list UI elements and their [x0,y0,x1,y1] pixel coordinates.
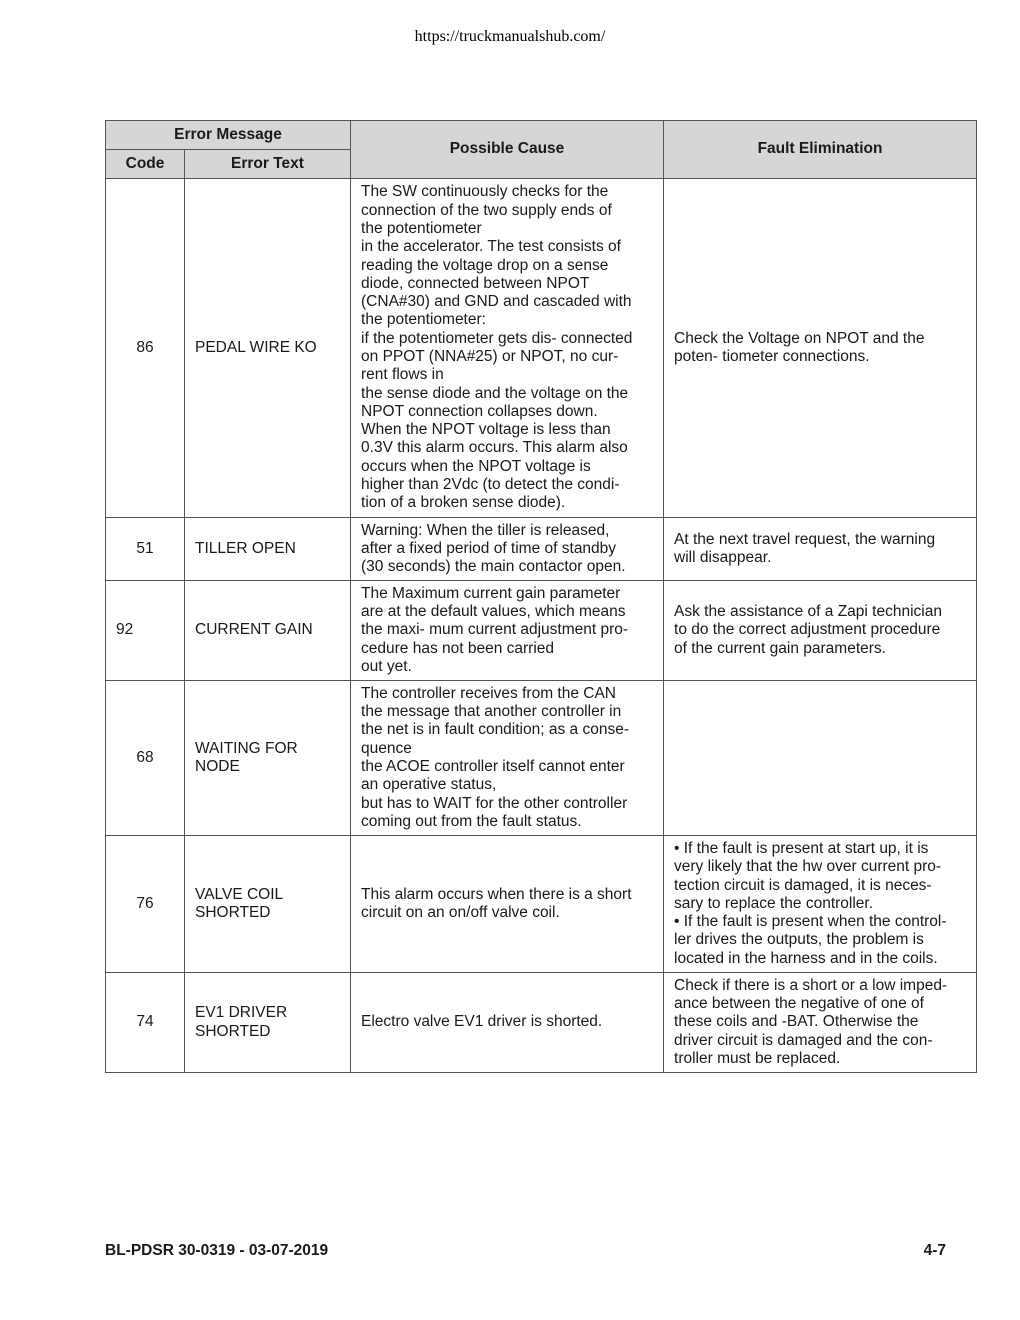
possible-cause-header: Possible Cause [351,121,664,179]
fault-elimination [664,681,977,836]
possible-cause: Electro valve EV1 driver is shorted. [351,973,664,1073]
error-text: CURRENT GAIN [185,581,351,681]
possible-cause: The Maximum current gain parameter are at the default values, which means the maxi- mum current adjustment pro- cedure has not been carried out yet. [351,581,664,681]
possible-cause: Warning: When the tiller is released, after a fixed period of time of standby (30 seconds) the main contactor open. [351,518,664,581]
page-header-url: https://truckmanualshub.com/ [414,28,606,45]
fault-elimination-header: Fault Elimination [664,121,977,179]
error-text: TILLER OPEN [185,518,351,581]
table-row [106,518,977,581]
error-text: VALVE COIL SHORTED [185,836,351,973]
table-row [106,836,977,973]
error-code: 92 [106,581,185,681]
error-code: 51 [106,518,185,581]
fault-elimination: At the next travel request, the warning will disappear. [664,518,977,581]
page-number: 4-7 [923,1242,946,1259]
error-text: WAITING FOR NODE [185,681,351,836]
table-row [106,973,977,1073]
fault-elimination: Ask the assistance of a Zapi technician to do the correct adjustment procedure of the current gain parameters. [664,581,977,681]
error-code: 74 [106,973,185,1073]
fault-elimination: Check if there is a short or a low imped- ance between the negative of one of these coils and -BAT. Otherwise the driver circuit is damaged and the con- troller must be replaced. [664,973,977,1073]
error-text: PEDAL WIRE KO [185,179,351,518]
error-text-header: Error Text [185,150,351,179]
error-code: 76 [106,836,185,973]
code-header: Code [106,150,185,179]
error-code-table [105,120,977,1073]
fault-elimination: Check the Voltage on NPOT and the poten- tiometer connections. [664,179,977,518]
fault-elimination: • If the fault is present at start up, it is very likely that the hw over current pro- tection circuit is damaged, it is neces- sary to replace the controller. • If the fault is present when the control- ler drives the outputs, the problem is located in the harness and in the coils. [664,836,977,973]
error-message-header: Error Message [106,121,351,150]
table-row [106,681,977,836]
table-row [106,581,977,681]
possible-cause: The SW continuously checks for the connection of the two supply ends of the potentiometer in the accelerator. The test consists of reading the voltage drop on a sense diode, connected between NPOT (CNA#30) and GND and cascaded with the potentiometer: if the potentiometer gets dis- connected on PPOT (NNA#25) or NPOT, no cur- rent flows in the sense diode and the voltage on the NPOT connection collapses down. When the NPOT voltage is less than 0.3V this alarm occurs. This alarm also occurs when the NPOT voltage is higher than 2Vdc (to detect the condi- tion of a broken sense diode). [351,179,664,518]
error-code: 86 [106,179,185,518]
possible-cause: The controller receives from the CAN the message that another controller in the net is in fault condition; as a conse- quence the ACOE controller itself cannot enter an operative status, but has to WAIT for the other controller coming out from the fault status. [351,681,664,836]
error-code: 68 [106,681,185,836]
error-text: EV1 DRIVER SHORTED [185,973,351,1073]
possible-cause: This alarm occurs when there is a short circuit on an on/off valve coil. [351,836,664,973]
table-row [106,179,977,518]
document-id: BL-PDSR 30-0319 - 03-07-2019 [105,1242,329,1259]
